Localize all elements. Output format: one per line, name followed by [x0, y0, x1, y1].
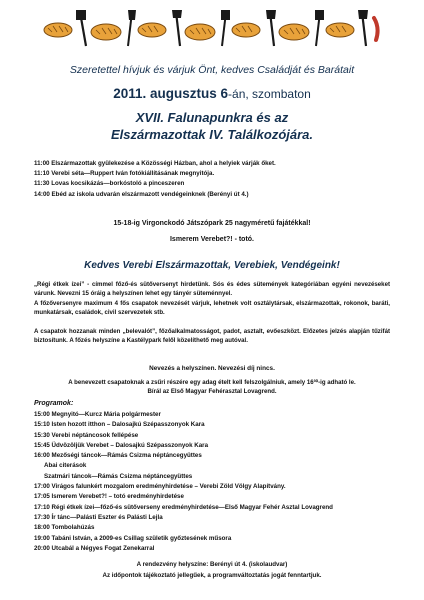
program-row: [34, 513, 333, 523]
invitation-line: Szeretettel hívjuk és várjuk Önt, kedves Családját és Barátait: [69, 64, 355, 76]
program-text: Tabáni István, a 2009-es Csillag születik győztesének műsora: [49, 534, 232, 542]
jury-paragraph: [34, 378, 390, 396]
schedule-time: 14:00: [34, 190, 50, 198]
disclaimer-note: Az időpontok tájékoztató jellegűek, a programváltoztatás jogát fenntartjuk.: [102, 572, 322, 579]
program-time: 15:45: [34, 441, 50, 449]
program-row: [34, 451, 333, 461]
event-title-line-2: Elszármazottak IV. Találkozójára.: [110, 127, 314, 142]
program-text: Megnyitó—Kurcz Mária polgármester: [49, 411, 161, 418]
program-text: Virágos falunkért mozgalom eredményhirdetése – Verebi Zöld Völgy Alapítvány.: [49, 483, 286, 491]
program-time: 15:30: [34, 431, 50, 439]
program-row: [34, 523, 333, 533]
program-time: 17:00: [34, 483, 50, 491]
quiz-notice: Ismerem Verebet?! - totó.: [169, 236, 255, 243]
equipment-paragraph: A csapatok hozzanak minden „belevalót”, főzőalkalmatosságot, padot, asztalt, evőeszközt. Előzetes jelzés alapján tűzifát biztosítunk. A főzés helyszíne a Kastélypark felől közelíthető meg autóval.: [34, 328, 390, 344]
program-row: [34, 472, 333, 482]
program-text: Verebi néptáncosok fellépése: [49, 431, 139, 439]
decorative-banner-utensils-bread: [40, 8, 384, 50]
program-row: [34, 482, 333, 492]
banner-art: [44, 10, 378, 46]
schedule-row: [34, 159, 276, 169]
program-row: [34, 441, 333, 451]
event-date-main: 2011. augusztus 6: [113, 86, 229, 101]
program-time: 17:05: [34, 493, 50, 501]
program-text: Üdvözöljük Verebet – Dalosajkú Szépasszonyok Kara: [49, 441, 209, 449]
competition-paragraph: „Régi étkek ízei” - címmel főző-és sütőversenyt hirdetünk. Sós és édes sütemények kategóriában egyéni nevezéseket várunk. Nevezni 15 óráig a helyszínen lehet egy tányér süteménnyel.: [34, 281, 390, 297]
program-list: [34, 410, 333, 554]
schedule-time: 11:30: [34, 180, 50, 188]
program-time: 19:00: [34, 534, 50, 542]
program-time: 15:10: [34, 421, 50, 429]
program-text: Isten hozott itthon – Dalosajkú Szépasszonyok Kara: [49, 421, 205, 429]
schedule-row: [34, 169, 276, 179]
program-row: [34, 503, 333, 513]
program-text: Ír tánc—Palásti Eszter és Palásti Lejla: [49, 513, 163, 521]
program-text: Szatmári táncok—Rámás Csizma néptáncegyüttes: [44, 472, 193, 480]
program-time: 15:00: [34, 411, 50, 418]
schedule-time: 11:00: [34, 160, 50, 167]
venue-note: A rendezvény helyszíne: Berényi út 4. (iskolaudvar): [136, 561, 288, 568]
schedule-time: 11:10: [34, 170, 50, 178]
jury-line-2: Bírál az Első Magyar Fehérasztal Lovagrend.: [147, 388, 277, 395]
event-title-line-1: XVII. Falunapunkra és az: [135, 110, 289, 125]
schedule-row: [34, 179, 276, 189]
program-row: [34, 544, 333, 554]
program-text: Tombolahúzás: [49, 524, 95, 532]
teams-paragraph: A főzőversenyre maximum 4 fős csapatok nevezését várjuk, lehetnek volt osztálytársak, elszármazottak, rokonok, baráti, munkatársak, családok, civil szervezetek stb.: [34, 300, 390, 316]
program-text: Ismerem Verebet?! – totó eredményhirdetése: [49, 493, 184, 501]
registration-note: Nevezés a helyszínen. Nevezési díj nincs.: [149, 365, 275, 372]
schedule-text: Ebéd az iskola udvarán elszármazott vendégeinknek (Berényi út 4.): [49, 190, 249, 198]
program-time: 16:00: [34, 452, 50, 460]
program-time: 18:00: [34, 524, 50, 532]
program-text: Abai citerások: [44, 462, 87, 470]
program-time: 17:10: [34, 503, 50, 511]
program-text: Utcabál a Négyes Fogat Zenekarral: [49, 544, 155, 552]
playground-notice: 15-18-ig Virgonckodó Játszópark 25 nagyméretű fajátékkal!: [113, 220, 311, 227]
schedule-row: [34, 190, 276, 200]
program-time: 20:00: [34, 544, 50, 552]
schedule-text: Verebi séta—Ruppert Iván fotókiállításának megnyitója.: [49, 170, 215, 178]
event-date: [0, 86, 424, 101]
program-text: Régi étkek ízei—főző-és sütőverseny eredményhirdetése—Első Magyar Fehér Asztal Lovagrend: [49, 503, 333, 511]
program-row: [34, 431, 333, 441]
event-date-rest: -án, szombaton: [228, 87, 311, 101]
morning-schedule: [34, 159, 276, 200]
greeting-heading: Kedves Verebi Elszármazottak, Verebiek, Vendégeink!: [84, 260, 340, 271]
schedule-text: Elszármazottak gyülekezése a Közösségi Házban, ahol a helyiek várják őket.: [49, 160, 276, 167]
jury-line-1: A benevezett csapatoknak a zsűri részére egy adag ételt kell felszolgálniuk, amely 16³⁰-ig adható le.: [68, 379, 356, 386]
program-text: Mezőségi táncok—Rámás Csizma néptáncegyüttes: [49, 452, 202, 460]
program-row: [34, 410, 333, 420]
program-time: 17:30: [34, 513, 50, 521]
program-row: [34, 461, 333, 471]
schedule-text: Lovas kocsikázás—borkóstoló a pinceszeren: [49, 180, 185, 188]
program-row: [34, 420, 333, 430]
program-row: [34, 492, 333, 502]
program-row: [34, 534, 333, 544]
programs-heading: Programok:: [34, 400, 74, 407]
